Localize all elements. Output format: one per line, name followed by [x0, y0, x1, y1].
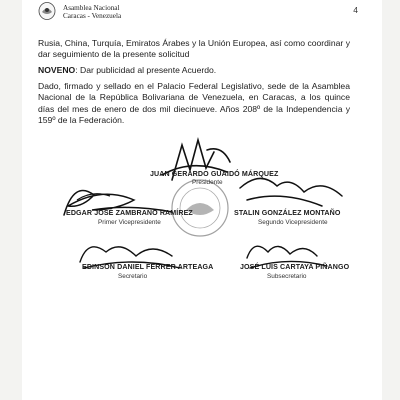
signatory-role-first-vp: Primer Vicepresidente [98, 219, 161, 226]
page-number: 4 [353, 5, 358, 15]
signatory-name-president: JUAN GERARDO GUAIDÓ MÁRQUEZ [150, 170, 279, 178]
signatory-role-secretary: Secretario [118, 273, 148, 280]
signature-block [22, 0, 382, 400]
noveno-text: : Dar publicidad al presente Acuerdo. [75, 65, 217, 76]
signatory-role-president: Presidente [192, 179, 223, 186]
handwritten-signatures [22, 0, 382, 400]
signatory-name-second-vp: STALIN GONZÁLEZ MONTAÑO [234, 209, 341, 217]
signatory-name-first-vp: EDGAR JOSÉ ZAMBRANO RAMÍREZ [66, 209, 193, 217]
document-page [22, 0, 382, 400]
signatory-name-subsecretary: JOSÉ LUIS CARTAYA PIÑANGO [240, 263, 350, 271]
org-line-1: Asamblea Nacional [63, 4, 120, 12]
org-line-2: Caracas - Venezuela [63, 12, 122, 21]
noveno-label: NOVENO [38, 65, 76, 76]
paragraph-dado: Dado, firmado y sellado en el Palacio Federal Legislativo, sede de la Asamblea Nacional de la República Bolivariana de Venezuela, en Caracas, a los quince días del mes de enero de dos mil diecinueve. Años 208º de la Independencia y 159º de la Federación. [38, 81, 350, 126]
signatory-name-secretary: EDINSON DANIEL FERRER ARTEAGA [82, 263, 214, 271]
official-stamp-icon [172, 180, 228, 236]
signatory-role-second-vp: Segundo Vicepresidente [258, 219, 328, 226]
paragraph-1: Rusia, China, Turquía, Emiratos Árabes y la Unión Europea, así como coordinar y dar seguimiento de la presente solicitud [38, 38, 350, 60]
signatory-role-subsecretary: Subsecretario [267, 273, 307, 280]
